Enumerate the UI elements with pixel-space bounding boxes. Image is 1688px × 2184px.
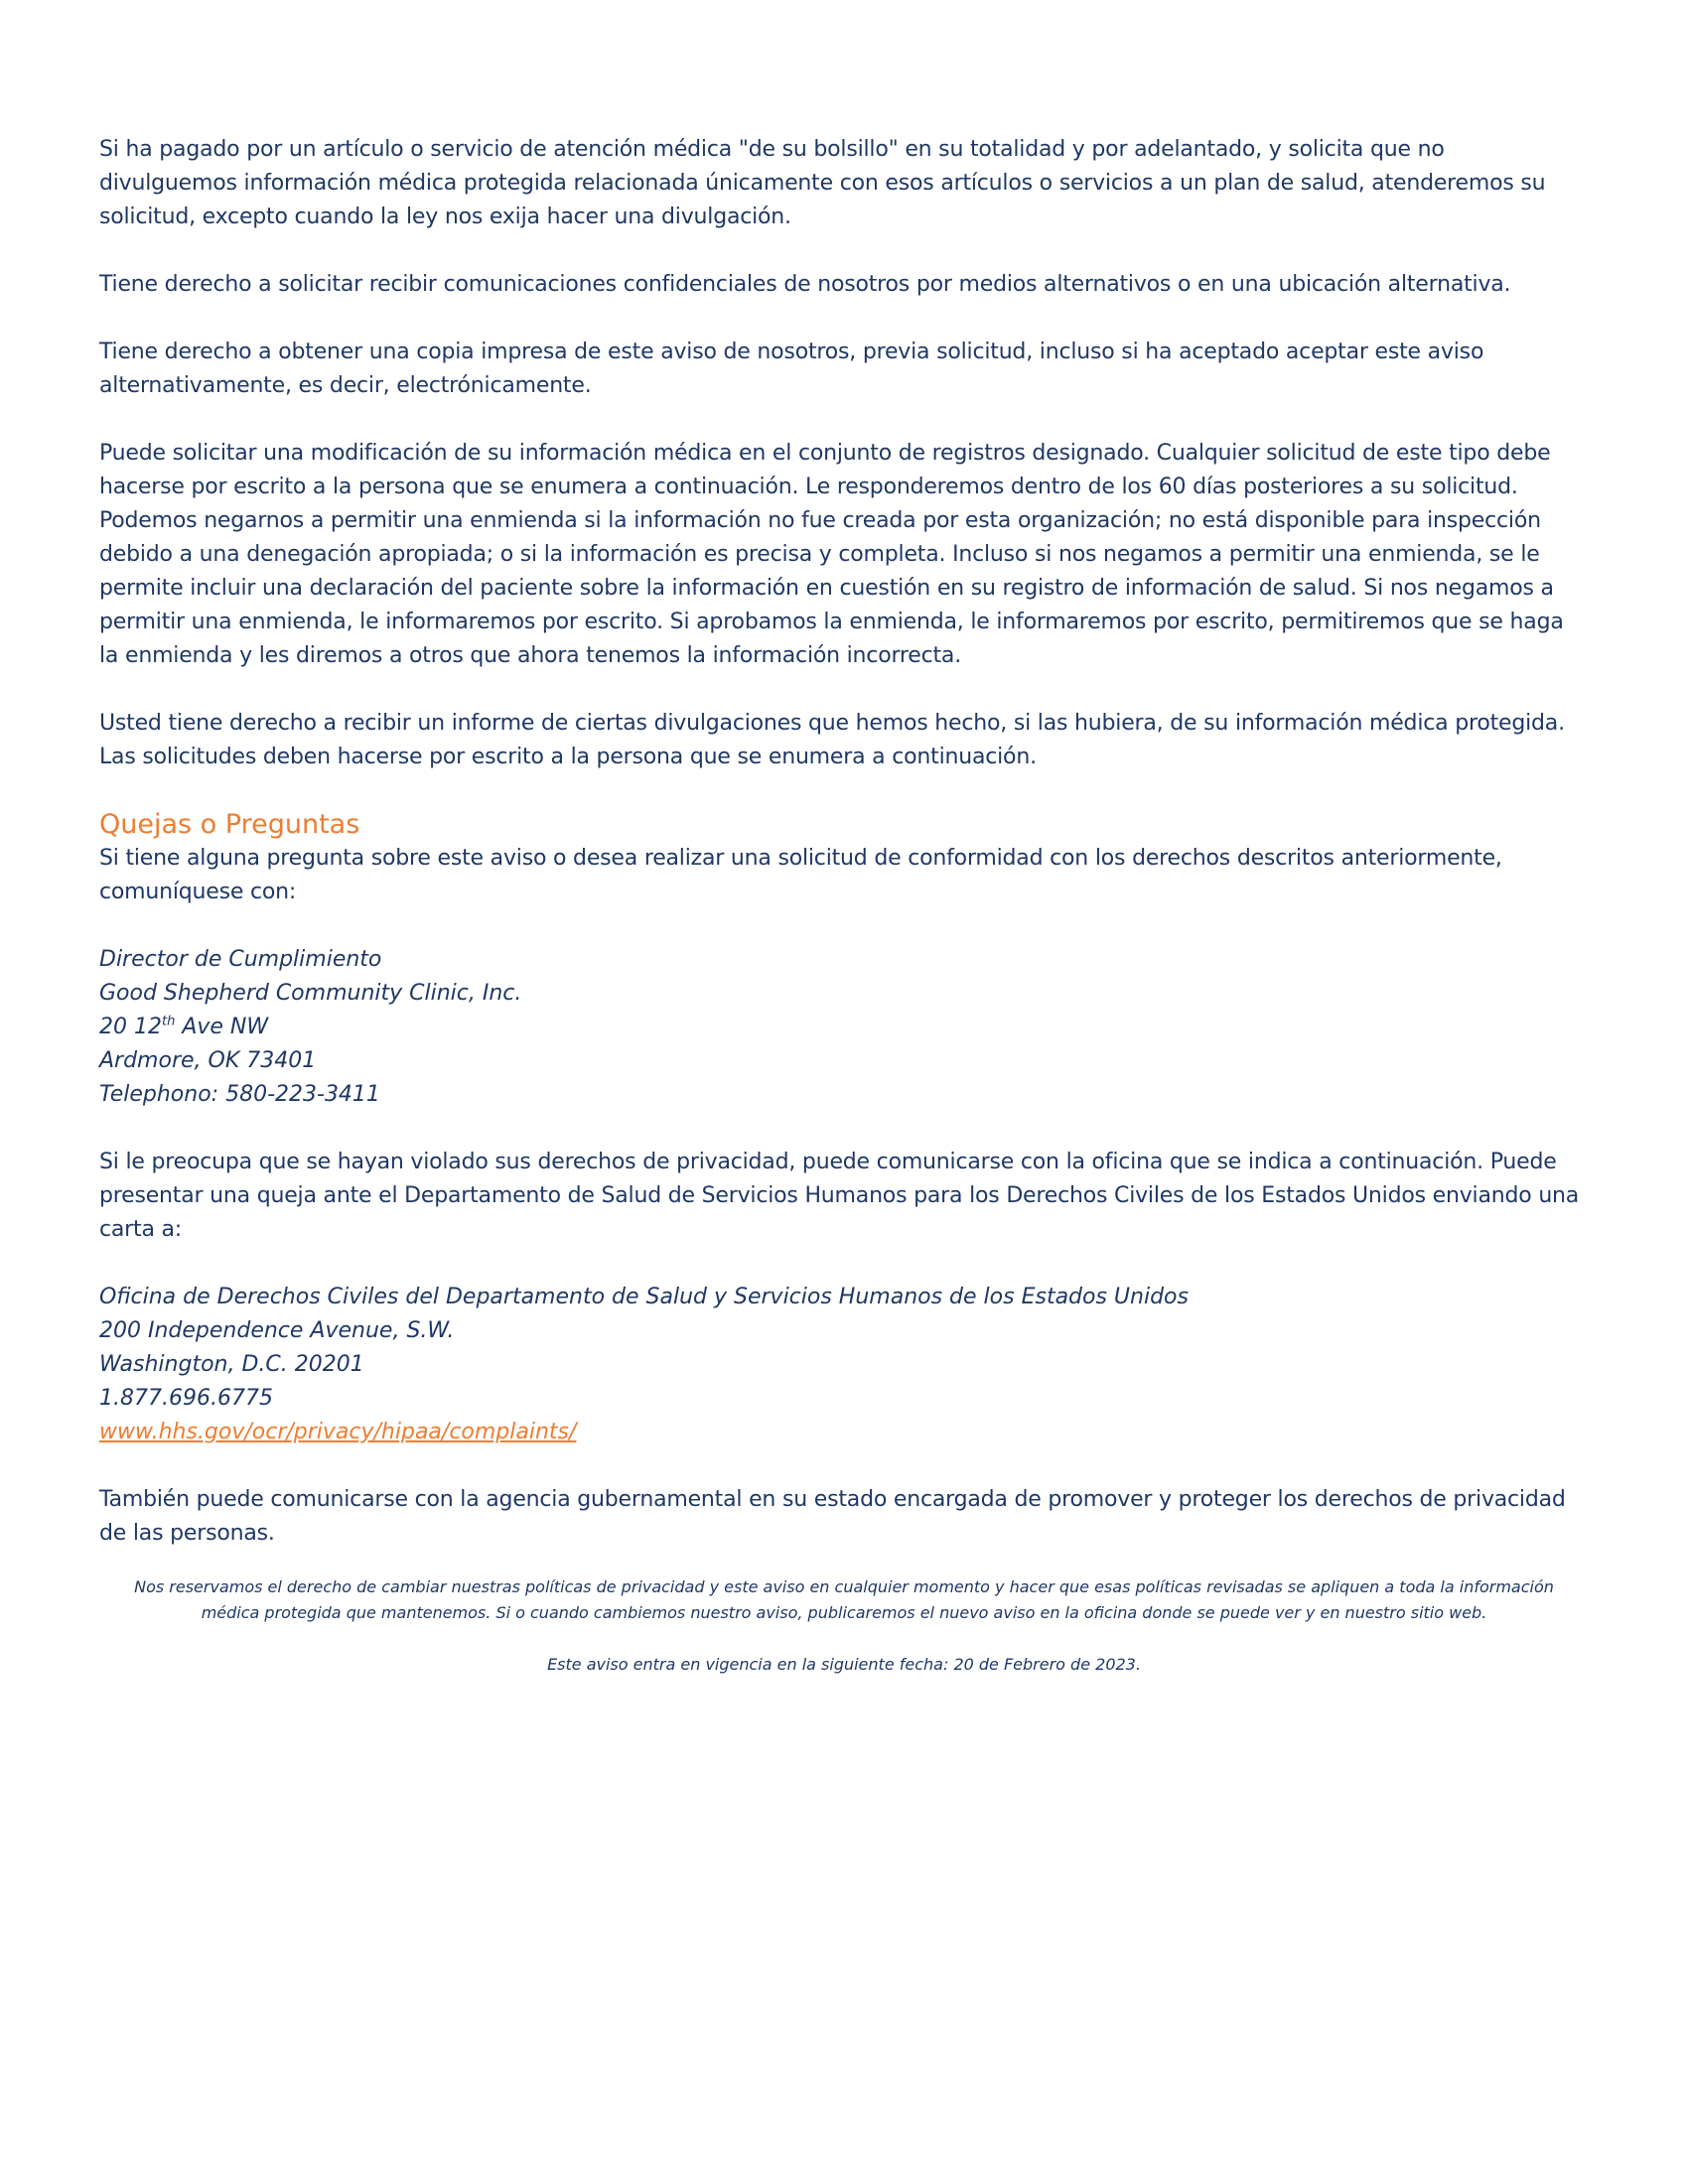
document-page: [99, 133, 1589, 1704]
ocr-street: 200 Independence Avenue, S.W.: [99, 1318, 455, 1343]
ocr-office-name: Oficina de Derechos Civiles del Departamento de Salud y Servicios Humanos de los Estados Unidos: [99, 1285, 1189, 1309]
contact-title: Director de Cumplimiento: [99, 947, 382, 972]
ocr-address-block: [99, 1281, 1589, 1449]
contact-organization: Good Shepherd Community Clinic, Inc.: [99, 981, 522, 1006]
paragraph-amendment: Puede solicitar una modificación de su información médica en el conjunto de registros designado. Cualquier solicitud de este tipo debe hacerse por escrito a la persona que se enumera a continuación. Le responderemos dentro de los 60 días posteriores a su solicitud. Podemos negarnos a permitir una enmienda si la información no fue creada por esta organización; no está disponible para inspección debido a una denegación apropiada; o si la información es precisa y completa. Incluso si nos negamos a permitir una enmienda, se le permite incluir una declaración del paciente sobre la información en cuestión en su registro de información de salud. Si nos negamos a permitir una enmienda, le informaremos por escrito. Si aprobamos la enmienda, le informaremos por escrito, permitiremos que se haga la enmienda y les diremos a otros que ahora tenemos la información incorrecta.: [99, 441, 1564, 668]
paragraph-paper-copy: Tiene derecho a obtener una copia impresa de este aviso de nosotros, previa solicitud, incluso si ha aceptado aceptar este aviso alternativamente, es decir, electrónicamente.: [99, 340, 1484, 398]
street-number: 20 12: [99, 1015, 162, 1039]
paragraph-confidential-communications: Tiene derecho a solicitar recibir comunicaciones confidenciales de nosotros por medios alternativos o en una ubicación alternativa.: [99, 272, 1511, 297]
ocr-phone: 1.877.696.6775: [99, 1386, 273, 1411]
paragraph-accounting-disclosures: Usted tiene derecho a recibir un informe de ciertas divulgaciones que hemos hecho, si las hubiera, de su información médica protegida. Las solicitudes deben hacerse por escrito a la persona que se enumera a continuación.: [99, 711, 1565, 769]
contact-street: [99, 1011, 1589, 1044]
street-ordinal-suffix: th: [161, 1014, 176, 1029]
section-heading-complaints: Quejas o Preguntas: [99, 809, 360, 840]
ocr-city: Washington, D.C. 20201: [99, 1352, 364, 1377]
footer-effective-date: Este aviso entra en vigencia en la siguiente fecha: 20 de Febrero de 2023.: [547, 1655, 1141, 1674]
contact-phone: Telephono: 580-223-3411: [99, 1082, 380, 1107]
street-name: Ave NW: [175, 1015, 269, 1039]
footer-reserve-rights-note: Nos reservamos el derecho de cambiar nuestras políticas de privacidad y este aviso en cualquier momento y hacer que esas políticas revisadas se apliquen a toda la información médica protegida que mantenemos. Si o cuando cambiemos nuestro aviso, publicaremos el nuevo aviso en la oficina donde se puede ver y en nuestro sitio web.: [134, 1577, 1554, 1622]
paragraph-state-agency: También puede comunicarse con la agencia gubernamental en su estado encargada de promover y proteger los derechos de privacidad de las personas.: [99, 1487, 1566, 1546]
compliance-contact-block: [99, 943, 1589, 1112]
ocr-complaints-link[interactable]: www.hhs.gov/ocr/privacy/hipaa/complaints/: [99, 1420, 577, 1444]
paragraph-privacy-violation: Si le preocupa que se hayan violado sus derechos de privacidad, puede comunicarse con la oficina que se indica a continuación. Puede presentar una queja ante el Departamento de Salud de Servicios Humanos para los Derechos Civiles de los Estados Unidos enviando una carta a:: [99, 1150, 1580, 1242]
paragraph-out-of-pocket: Si ha pagado por un artículo o servicio de atención médica "de su bolsillo" en su totalidad y por adelantado, y solicita que no divulguemos información médica protegida relacionada únicamente con esos artículos o servicios a un plan de salud, atenderemos su solicitud, excepto cuando la ley nos exija hacer una divulgación.: [99, 137, 1546, 229]
contact-city: Ardmore, OK 73401: [99, 1048, 317, 1073]
paragraph-complaints-intro: Si tiene alguna pregunta sobre este aviso o desea realizar una solicitud de conformidad con los derechos descritos anteriormente, comuníquese con:: [99, 846, 1502, 904]
